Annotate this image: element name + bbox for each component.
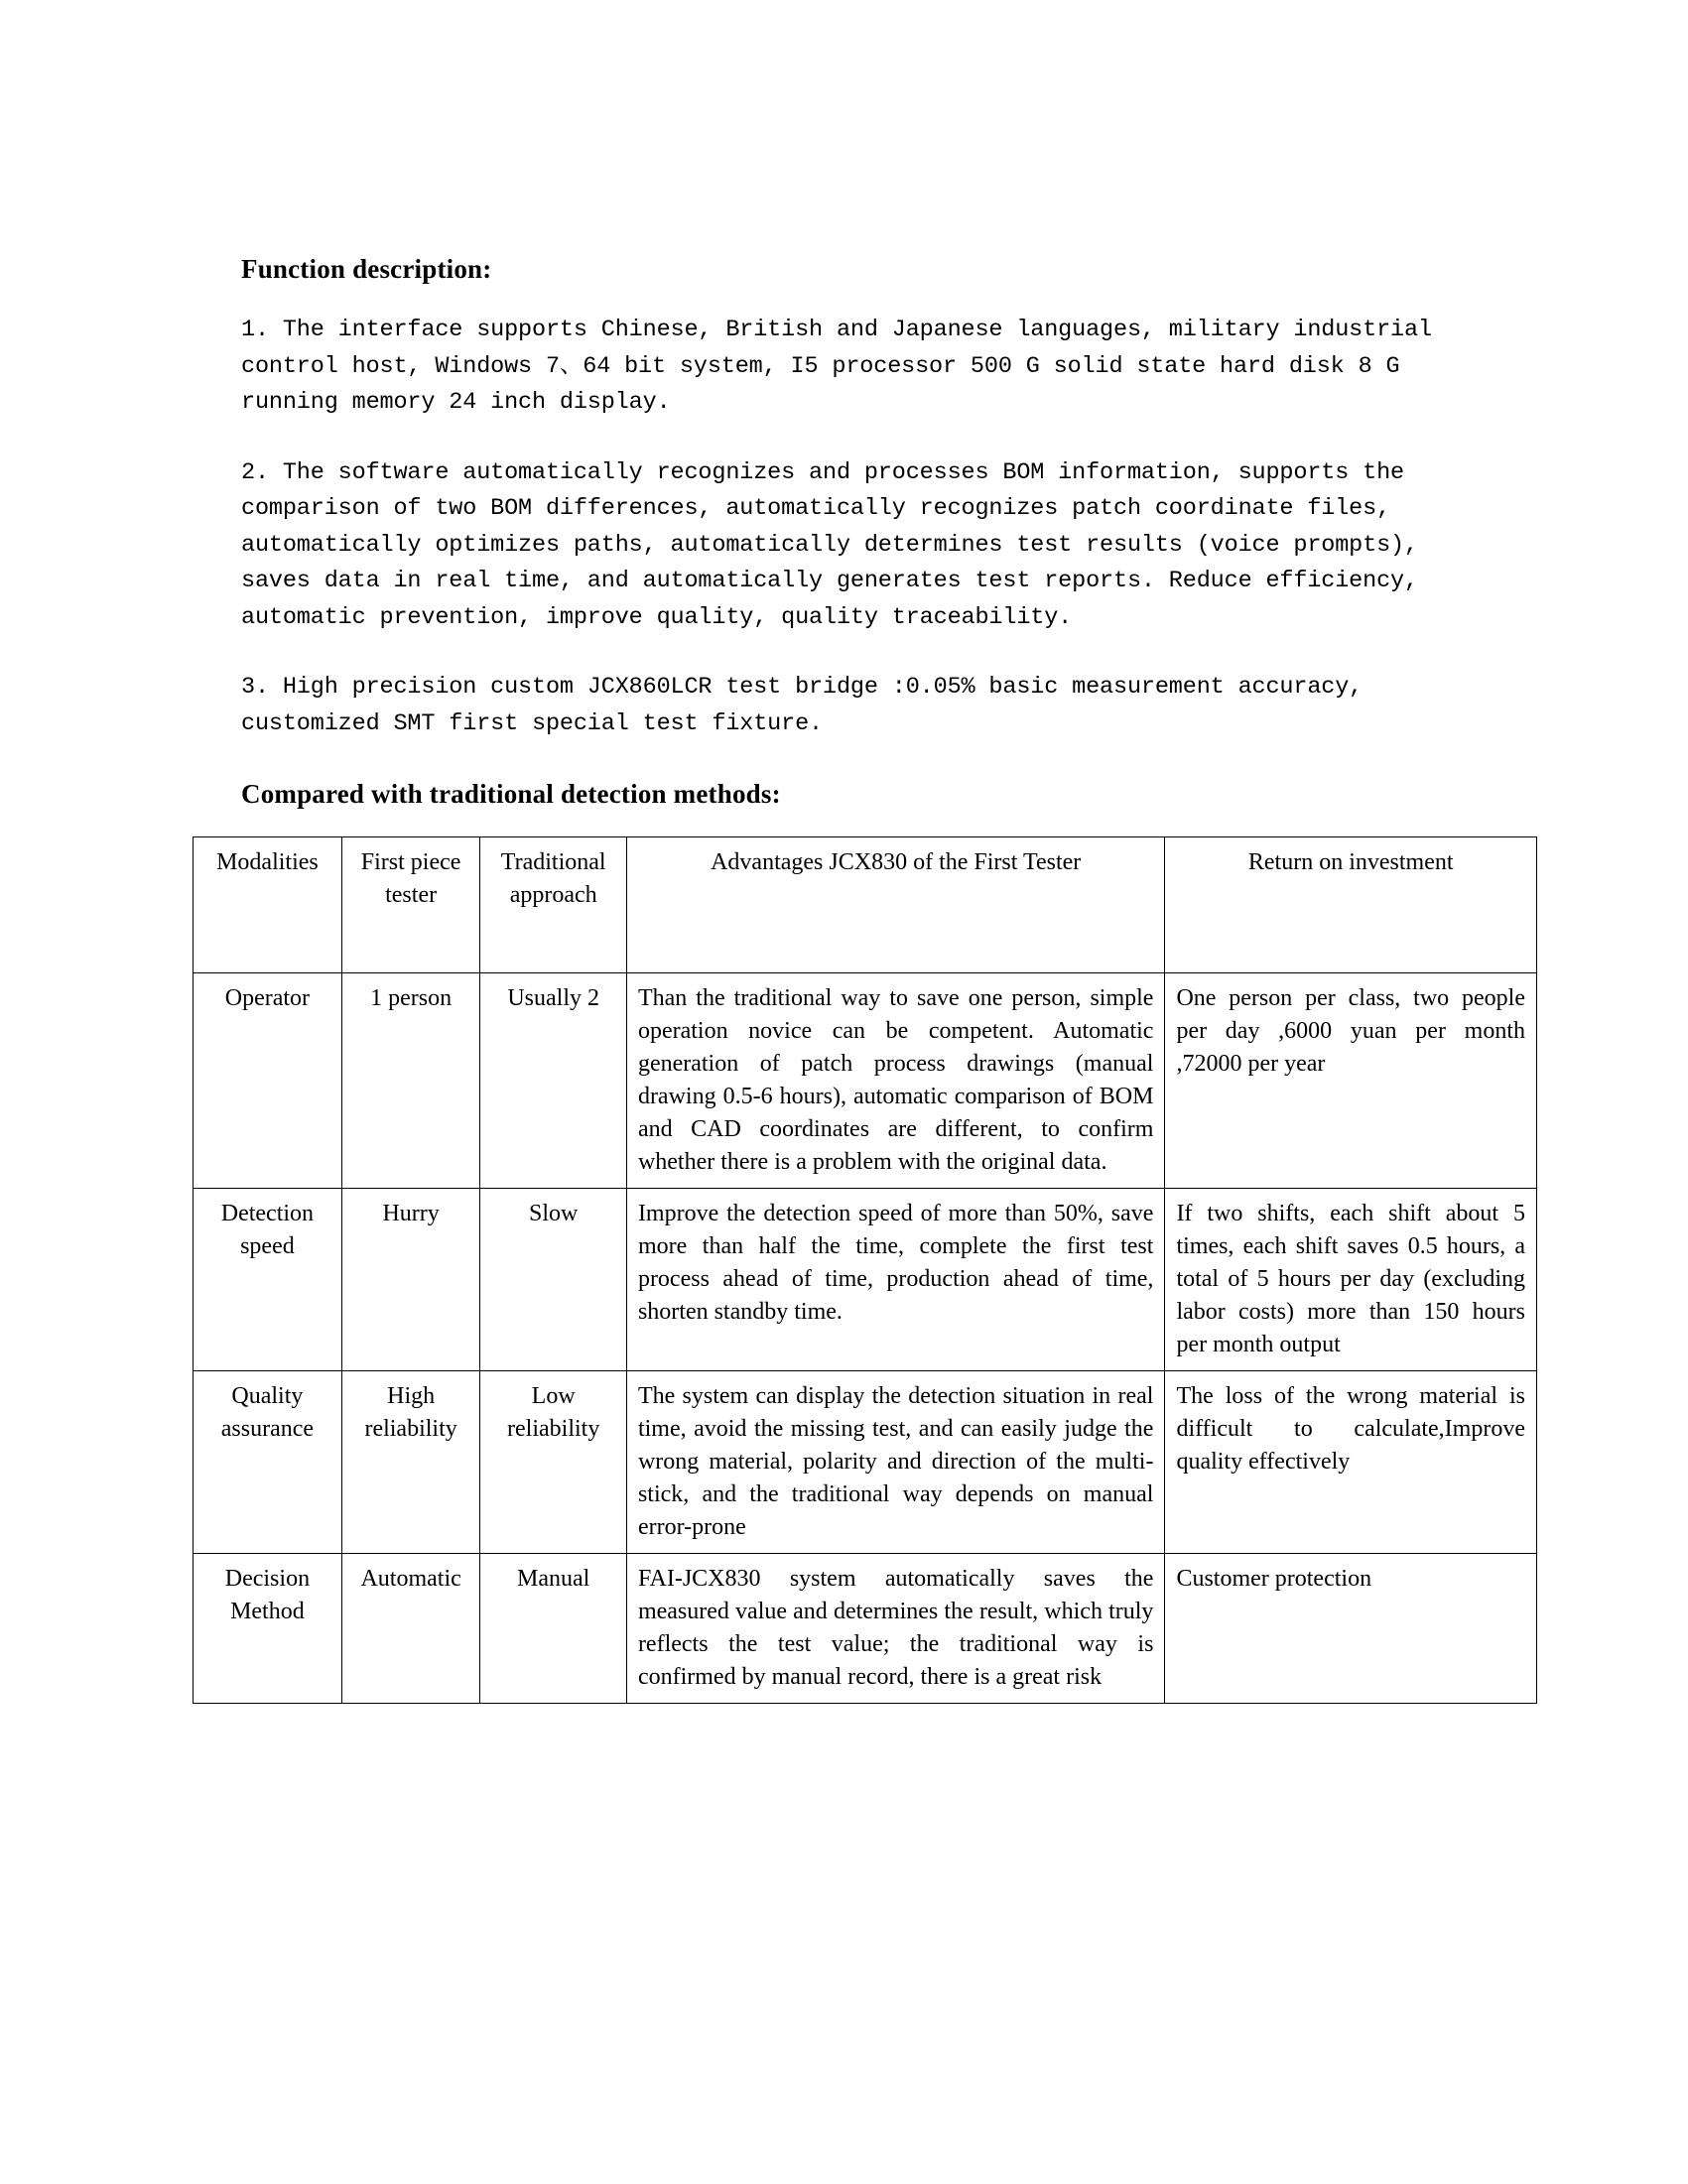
- page-title: Function description:: [241, 254, 492, 284]
- table-row: [194, 1188, 1537, 1370]
- table-header-row: [194, 836, 1537, 972]
- cell-roi: Customer protection: [1165, 1553, 1537, 1703]
- cell-advantages: Improve the detection speed of more than 50%, save more than half the time, complete the first test process ahead of time, production ahead of time, shorten standby time.: [626, 1188, 1165, 1370]
- paragraph-1: 1. The interface supports Chinese, British and Japanese languages, military industrial control host, Windows 7、64 bit system, I5 processor 500 G solid state hard disk 8 G running memory 24 inch display.: [241, 317, 1432, 417]
- cell-first-piece: Hurry: [341, 1188, 480, 1370]
- comparison-heading: Compared with traditional detection methods:: [241, 779, 781, 810]
- cell-traditional: Usually 2: [480, 972, 627, 1188]
- column-header-modalities: Modalities: [194, 836, 342, 972]
- cell-roi: The loss of the wrong material is difficult to calculate,Improve quality effectively: [1165, 1370, 1537, 1553]
- cell-roi: If two shifts, each shift about 5 times, each shift saves 0.5 hours, a total of 5 hours per day (excluding labor costs) more than 150 hours per month output: [1165, 1188, 1537, 1370]
- table-row: [194, 972, 1537, 1188]
- cell-modalities: Operator: [194, 972, 342, 1188]
- cell-modalities: Detection speed: [194, 1188, 342, 1370]
- table-row: [194, 1553, 1537, 1703]
- table-row: [194, 1370, 1537, 1553]
- cell-traditional: Slow: [480, 1188, 627, 1370]
- column-header-roi: Return on investment: [1165, 836, 1537, 972]
- document-content: [216, 253, 1525, 1704]
- column-header-advantages: Advantages JCX830 of the First Tester: [626, 836, 1165, 972]
- cell-traditional: Manual: [480, 1553, 627, 1703]
- cell-advantages: Than the traditional way to save one person, simple operation novice can be competent. Automatic generation of patch process drawings (manual drawing 0.5-6 hours), automatic comparison of BOM and CAD coordinates are different, to confirm whether there is a problem with the original data.: [626, 972, 1165, 1188]
- cell-advantages: The system can display the detection situation in real time, avoid the missing test, and can easily judge the wrong material, polarity and direction of the multi-stick, and the traditional way depends on manual error-prone: [626, 1370, 1165, 1553]
- cell-first-piece: High reliability: [341, 1370, 480, 1553]
- cell-advantages: FAI-JCX830 system automatically saves the measured value and determines the result, which truly reflects the test value; the traditional way is confirmed by manual record, there is a great risk: [626, 1553, 1165, 1703]
- column-header-first-piece: First piece tester: [341, 836, 480, 972]
- paragraph-2: 2. The software automatically recognizes and processes BOM information, supports the comparison of two BOM differences, automatically recognizes patch coordinate files, automatically optimizes paths, automatically determines test results (voice prompts), saves data in real time, and automatically generates test reports. Reduce efficiency, automatic prevention, improve quality, quality traceability.: [241, 458, 1418, 631]
- cell-first-piece: 1 person: [341, 972, 480, 1188]
- cell-roi: One person per class, two people per day ,6000 yuan per month ,72000 per year: [1165, 972, 1537, 1188]
- cell-modalities: Decision Method: [194, 1553, 342, 1703]
- paragraph-3: 3. High precision custom JCX860LCR test bridge :0.05% basic measurement accuracy, customized SMT first special test fixture.: [241, 674, 1363, 737]
- column-header-traditional: Traditional approach: [480, 836, 627, 972]
- comparison-table: [193, 836, 1537, 1704]
- cell-traditional: Low reliability: [480, 1370, 627, 1553]
- cell-modalities: Quality assurance: [194, 1370, 342, 1553]
- cell-first-piece: Automatic: [341, 1553, 480, 1703]
